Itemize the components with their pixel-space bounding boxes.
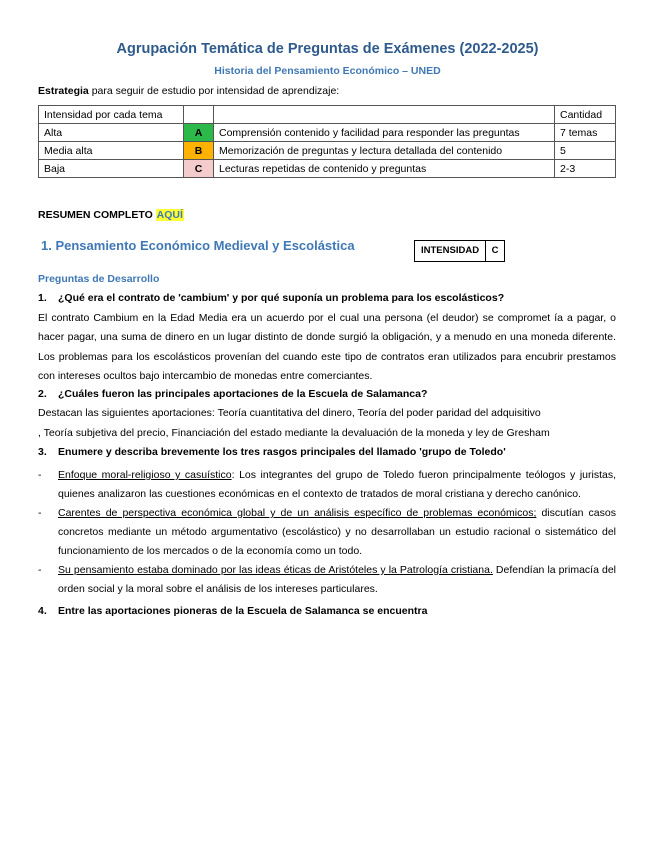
intensity-label: Baja	[39, 160, 184, 178]
strategy-bold: Estrategia	[38, 85, 89, 97]
question-number: 2.	[38, 388, 47, 400]
intensity-code-badge: B	[184, 142, 214, 160]
bullet-rest: Defendían la primacía del orden social y la moral sobre el análisis de los intereses particulares.	[58, 564, 616, 595]
table-row	[39, 160, 616, 178]
bullet-underlined: Su pensamiento estaba dominado por las ideas éticas de Aristóteles y la Patrología cristiana.	[58, 564, 493, 576]
list-item	[38, 561, 616, 599]
intensity-quantity: 2-3	[555, 160, 616, 178]
resumen-link[interactable]: AQUÍ	[156, 209, 183, 221]
answer-1: El contrato Cambium en la Edad Media era un acuerdo por el cual una persona (el deudor) se compromet ía a pagar, o hacer pagar, una suma de dinero en un lugar distinto de donde surgió la obligación, y a menudo en una moneda diferente. Los problemas para los escolásticos provenían del cuando este tipo de contratos eran utilizados para encubrir prestamos con intereses ocultos bajo intercambio de monedas entre comerciantes.	[38, 312, 616, 382]
question-text: ¿Qué era el contrato de 'cambium' y por qué suponía un problema para los escolásticos?	[58, 292, 505, 304]
question-1	[38, 292, 504, 304]
section-title: 1. Pensamiento Económico Medieval y Escolástica	[41, 238, 355, 253]
bullet-text	[58, 504, 616, 561]
table-header-cell: Intensidad por cada tema	[39, 106, 184, 124]
question-2	[38, 388, 427, 400]
answer-2-line-2: , Teoría subjetiva del precio, Financiación del estado mediante la devaluación de la moneda y ley de Gresham	[38, 427, 550, 439]
intensity-description: Memorización de preguntas y lectura detallada del contenido	[214, 142, 555, 160]
question-text: Enumere y describa brevemente los tres rasgos principales del llamado 'grupo de Toledo'	[58, 446, 506, 458]
resumen-line	[38, 209, 184, 221]
question-text: Entre las aportaciones pioneras de la Escuela de Salamanca se encuentra	[58, 605, 428, 617]
intensity-code-badge: C	[184, 160, 214, 178]
bullet-dash: -	[38, 564, 42, 576]
intensity-quantity: 7 temas	[555, 124, 616, 142]
answer-2-line-1: Destacan las siguientes aportaciones: Teoría cuantitativa del dinero, Teoría del poder paridad del adquisitivo	[38, 407, 541, 419]
strategy-text: para seguir de estudio por intensidad de aprendizaje:	[88, 85, 340, 97]
list-item	[38, 504, 616, 561]
question-3	[38, 446, 506, 458]
question-text: ¿Cuáles fueron las principales aportaciones de la Escuela de Salamanca?	[58, 388, 428, 400]
intensity-box-label: INTENSIDAD	[415, 241, 486, 261]
strategy-line	[38, 85, 339, 97]
table-row	[39, 124, 616, 142]
bullet-dash: -	[38, 469, 42, 481]
document-title: Agrupación Temática de Preguntas de Exámenes (2022-2025)	[116, 41, 539, 57]
bullet-rest: discutían casos concretos mediante un método argumentativo (escolástico) y no desarrollaban un estudio racional o sistemático del funcionamiento de los mercados o de la economía como un todo.	[58, 507, 616, 557]
intensity-label: Media alta	[39, 142, 184, 160]
question-number: 4.	[38, 605, 47, 617]
question-4	[38, 605, 427, 617]
bullet-underlined: Carentes de perspectiva económica global y de un análisis específico de problemas económicos;	[58, 507, 537, 519]
intensity-table	[38, 105, 616, 178]
intensity-label: Alta	[39, 124, 184, 142]
bullet-rest: : Los integrantes del grupo de Toledo fueron principalmente teólogos y juristas, quienes analizaron las cuestiones económicas en el contexto de tratados de moral cristiana y derecho canónico.	[58, 469, 616, 500]
intensity-box-value: C	[491, 245, 499, 256]
table-row	[39, 142, 616, 160]
intensity-description: Comprensión contenido y facilidad para responder las preguntas	[214, 124, 555, 142]
resumen-text: RESUMEN COMPLETO	[38, 209, 156, 221]
table-header-cell: Cantidad	[555, 106, 616, 124]
question-number: 1.	[38, 292, 47, 304]
table-header-cell	[214, 106, 555, 124]
list-item	[38, 466, 616, 504]
bullet-text	[58, 466, 616, 504]
document-subtitle: Historia del Pensamiento Económico – UNED	[214, 65, 441, 77]
table-header-cell	[184, 106, 214, 124]
bullet-underlined: Enfoque moral-religioso y casuístico	[58, 469, 232, 481]
bullet-dash: -	[38, 507, 42, 519]
intensity-code-badge: A	[184, 124, 214, 142]
intensity-quantity: 5	[555, 142, 616, 160]
development-heading: Preguntas de Desarrollo	[38, 273, 160, 285]
intensity-description: Lecturas repetidas de contenido y preguntas	[214, 160, 555, 178]
table-header-row	[39, 106, 616, 124]
intensity-box	[414, 240, 505, 262]
bullet-text	[58, 561, 616, 599]
question-number: 3.	[38, 446, 47, 458]
